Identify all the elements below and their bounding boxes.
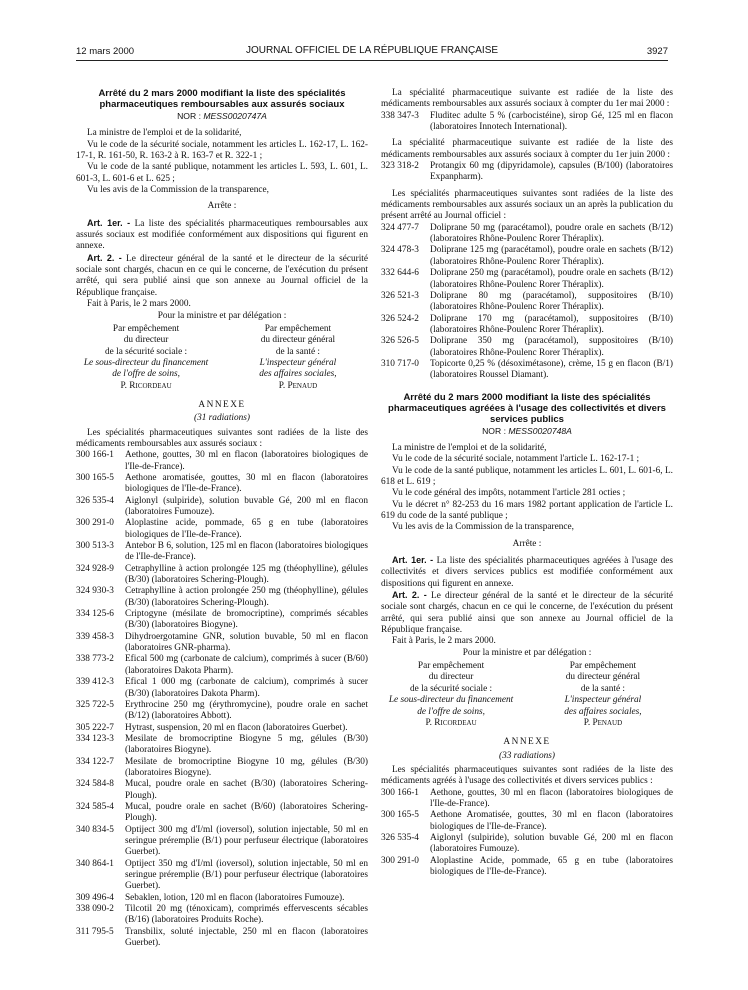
radiation-entry <box>76 677 368 700</box>
product-description: Sebaklen, lotion, 120 ml en flacon (laboratoires Fumouze). <box>125 892 345 903</box>
radiation-entry <box>76 541 368 564</box>
cip-code: 332 644-6 <box>381 268 419 279</box>
radiation-entry <box>381 111 673 134</box>
signature-line: L'inspecteur général <box>259 357 337 368</box>
radiation-entry <box>76 564 368 587</box>
radiation-entry <box>76 927 368 950</box>
article-2 <box>381 590 673 636</box>
radiation-entry <box>381 788 673 811</box>
nor-label: NOR : <box>482 425 506 436</box>
radiation-entry <box>76 893 368 904</box>
arrete-heading: Arrête : <box>207 201 237 212</box>
signature-line: Par empêchement <box>417 661 485 672</box>
article-1-text: La liste des spécialités pharmaceutiques remboursables aux assurés sociaux est modifiée conformément aux dispositions qui figurent en annexe. <box>76 218 369 252</box>
cip-code: 326 535-4 <box>381 832 419 843</box>
radiation-list <box>381 788 673 879</box>
nor-reference <box>76 111 368 122</box>
preamble-line: Vu les avis de la Commission de la transparence, <box>87 185 269 196</box>
radiation-entry <box>76 496 368 519</box>
article-1 <box>76 218 368 253</box>
article-1-label: Art. 1er. - <box>87 217 131 228</box>
signature-line: L'inspecteur général <box>564 695 642 706</box>
product-description: Antebor B 6, solution, 125 ml en flacon (laboratoires biologiques de l'Ile-de-France). <box>125 541 368 563</box>
cip-code: 310 717-0 <box>381 358 419 369</box>
radiation-entry <box>381 833 673 856</box>
radiation-list <box>381 161 673 184</box>
product-description: Doliprane 80 mg (paracétamol), suppositoires (B/10) (laboratoires Rhône-Poulenc Rorer Théraplix). <box>430 290 673 313</box>
radiation-entry <box>76 904 368 927</box>
product-description: Transbilix, soluté injectable, 250 ml en flacon (laboratoires Guerbet). <box>125 926 368 949</box>
product-description: Fluditec adulte 5 % (carbocistéine), sirop Gé, 125 ml en flacon (laboratoires Innotech International). <box>430 110 673 133</box>
section-intro: La spécialité pharmaceutique suivante est radiée de la liste des médicaments remboursables aux assurés sociaux à compter du 1er mai 2000 : <box>381 88 673 110</box>
radiation-entry <box>76 802 368 825</box>
product-description: Criptogyne (mésilate de bromocriptine), comprimés sécables (B/30) (laboratoires Biogyne). <box>125 609 368 631</box>
preamble-line: La ministre de l'emploi et de la solidarité, <box>392 442 547 453</box>
cip-code: 324 584-8 <box>76 779 114 790</box>
article-1-text: La liste des spécialités pharmaceutiques agréées à l'usage des collectivités et divers services publics est modifiée conformément aux dispositions qui figurent en annexe. <box>381 556 673 589</box>
signature-line: de la sécurité sociale : <box>410 683 493 694</box>
header-date: 12 mars 2000 <box>76 46 135 57</box>
article-2-text: Le directeur général de la santé et le directeur de la sécurité sociale sont chargés, chacun en ce qui le concerne, de l'exécution du présent arrêté, qui sera publié ainsi que son annexe au Journal officiel de la République française. <box>76 253 368 298</box>
product-description: Mesilate de bromocriptine Biogyne 5 mg, gélules (B/30) (laboratoires Biogyne). <box>125 733 368 756</box>
cip-code: 324 930-3 <box>76 586 114 597</box>
product-description: Efical 1 000 mg (carbonate de calcium), comprimés à sucer (B/30) (laboratoires Dakota Pharm). <box>125 677 368 699</box>
signatory-name: P. Ricordeau <box>425 717 477 728</box>
preamble-line: Vu le code de la santé publique, notamment les articles L. 593, L. 601, L. 601-3, L. 601-6 et L. 625 ; <box>76 162 368 184</box>
cip-code: 326 535-4 <box>76 495 114 506</box>
annexe-heading: ANNEXE <box>503 737 551 748</box>
cip-code: 323 318-2 <box>381 161 419 172</box>
radiation-entry <box>76 825 368 859</box>
cip-code: 339 458-3 <box>76 631 114 642</box>
signature-line: Le sous-directeur du financement <box>83 357 209 368</box>
section-intro: Les spécialités pharmaceutiques suivantes sont radiées de la liste des médicaments remboursables aux assurés sociaux un an après la publication du présent arrêté au Journal officiel : <box>381 188 673 222</box>
radiation-entry <box>76 609 368 632</box>
page-header <box>76 40 668 61</box>
signature-block <box>76 324 368 392</box>
signature-line: des affaires sociales, <box>259 369 337 380</box>
radiation-entry <box>76 700 368 723</box>
product-description: Doliprane 50 mg (paracétamol), poudre orale en sachets (B/12) (laboratoires Rhône-Poulenc Rorer Théraplix). <box>430 222 673 245</box>
article-2 <box>76 253 368 299</box>
radiation-entry <box>381 268 673 291</box>
cip-code: 340 864-1 <box>76 858 114 869</box>
preamble-line: Vu les avis de la Commission de la transparence, <box>392 522 574 533</box>
product-description: Aiglonyl (sulpiride), solution buvable Gé, 200 ml en flacon (laboratoires Fumouze). <box>430 832 673 855</box>
nor-code: MESS0020748A <box>508 425 572 436</box>
product-description: Efical 500 mg (carbonate de calcium), comprimés à sucer (B/60) (laboratoires Dakota Pharm). <box>125 654 368 676</box>
signature-line: de la sécurité sociale : <box>105 346 188 357</box>
product-description: Mucal, poudre orale en sachet (B/30) (laboratoires Schering-Plough). <box>125 779 368 801</box>
signatory-name: P. Penaud <box>278 380 318 391</box>
fait-a-paris: Fait à Paris, le 2 mars 2000. <box>392 636 496 647</box>
signature-line: de la santé : <box>580 683 625 694</box>
preamble-line: Vu le code de la sécurité sociale, notamment les articles L. 162-17, L. 162-17-1, R. 161-50, R. 163-2 à R. 163-7 et R. 322-1 ; <box>76 139 368 162</box>
preamble-line: Vu le code de la santé publique, notamment les articles L. 601, L. 601-6, L. 618 et L. 619 ; <box>381 465 673 487</box>
signature-left <box>76 324 216 392</box>
annexe-intro: Les spécialités pharmaceutiques suivantes sont radiées de la liste des médicaments agréés à l'usage des collectivités et divers services publics : <box>381 764 673 787</box>
preamble-line: Vu le décret n° 82-253 du 16 mars 1982 portant application de l'article L. 619 du code de la santé publique ; <box>381 499 673 521</box>
radiation-entry <box>381 810 673 833</box>
product-description: Aloplastine Acide, pommade, 65 g en tube (laboratoires biologiques de l'Ile-de-France). <box>430 855 673 877</box>
signature-block <box>381 661 673 729</box>
preamble <box>76 128 368 196</box>
radiations-count: (31 radiations) <box>193 413 251 424</box>
product-description: Cetraphylline à action prolongée 125 mg (théophylline), gélules (B/30) (laboratoires Schering-Plough). <box>125 563 368 586</box>
decree-title: Arrêté du 2 mars 2000 modifiant la liste des spécialités pharmaceutiques agréées à l'usage des collectivités et divers services publics <box>388 391 666 425</box>
radiation-entry <box>76 586 368 609</box>
cip-code: 338 090-2 <box>76 904 114 915</box>
radiation-entry <box>381 314 673 337</box>
product-description: Erythrocine 250 mg (érythromycine), poudre orale en sachet (B/12) (laboratoires Abbott). <box>125 699 368 722</box>
radiation-entry <box>76 473 368 496</box>
radiation-entry <box>381 161 673 184</box>
product-description: Hytrast, suspension, 20 ml en flacon (laboratoires Guerbet). <box>125 722 348 733</box>
radiations-count: (33 radiations) <box>498 750 556 761</box>
radiation-entry <box>76 654 368 677</box>
signature-line: Par empêchement <box>112 323 180 334</box>
signature-left <box>381 661 521 729</box>
signature-line: des affaires sociales, <box>564 706 642 717</box>
signature-line: du directeur <box>428 672 474 683</box>
radiation-entry <box>381 291 673 314</box>
signature-line: de l'offre de soins, <box>417 706 485 717</box>
page-number: 3927 <box>646 46 668 57</box>
nor-label: NOR : <box>177 111 201 121</box>
preamble-line: Vu le code de la sécurité sociale, notamment l'article L. 162-17-1 ; <box>392 454 640 465</box>
cip-code: 326 524-2 <box>381 313 419 324</box>
product-description: Dihydroergotamine GNR, solution buvable, 50 ml en flacon (laboratoires GNR-pharma). <box>125 631 368 654</box>
signatory-name: P. Penaud <box>583 717 623 728</box>
signature-line: du directeur général <box>260 335 336 346</box>
cip-code: 339 412-3 <box>76 677 114 688</box>
cip-code: 324 585-4 <box>76 801 114 812</box>
cip-code: 324 928-9 <box>76 563 114 574</box>
product-description: Tilcotil 20 mg (ténoxicam), comprimés effervescents sécables (B/16) (laboratoires Produits Roche). <box>125 904 368 926</box>
signature-line: Par empêchement <box>569 661 637 672</box>
product-description: Aethone Aromatisée, gouttes, 30 ml en flacon (laboratoires biologiques de l'Ile-de-France). <box>430 810 673 832</box>
cip-code: 300 165-5 <box>381 810 419 821</box>
radiation-list <box>381 223 673 382</box>
journal-title: JOURNAL OFFICIEL DE LA RÉPUBLIQUE FRANÇAISE <box>245 45 499 56</box>
product-description: Cetraphylline à action prolongée 250 mg (théophylline), gélules (B/30) (laboratoires Schering-Plough). <box>125 586 368 608</box>
product-description: Optiject 350 mg d'I/ml (ioversol), solution injectable, 50 ml en seringue préremplie (B/1) pour perfuseur électrique (laboratoires Guerbet). <box>125 858 368 892</box>
cip-code: 334 125-6 <box>76 609 114 620</box>
cip-code: 338 347-3 <box>381 110 419 121</box>
signatory-name: P. Ricordeau <box>120 380 172 391</box>
signature-line: Par empêchement <box>264 323 332 334</box>
product-description: Aiglonyl (sulpiride), solution buvable Gé, 200 ml en flacon (laboratoires Fumouze). <box>125 495 368 517</box>
product-description: Mesilate de bromocriptine Biogyne 10 mg, gélules (B/30) (laboratoires Biogyne). <box>125 756 368 778</box>
cip-code: 334 122-7 <box>76 756 114 767</box>
radiation-entry <box>76 859 368 893</box>
pour-la-ministre: Pour la ministre et par délégation : <box>462 647 592 658</box>
signature-line: du directeur <box>123 335 169 346</box>
cip-code: 309 496-4 <box>76 892 114 903</box>
radiation-entry <box>76 632 368 655</box>
cip-code: 300 513-3 <box>76 541 114 552</box>
preamble-line: Vu le code général des impôts, notamment l'article 281 octies ; <box>392 488 626 499</box>
cip-code: 326 526-5 <box>381 336 419 347</box>
radiation-entry <box>381 359 673 382</box>
cip-code: 338 773-2 <box>76 654 114 665</box>
article-1-label: Art. 1er. - <box>392 555 434 566</box>
annexe-heading: ANNEXE <box>198 399 246 410</box>
left-column <box>76 88 368 949</box>
product-description: Topicorte 0,25 % (désoximétasone), crème, 15 g en flacon (B/1) (laboratoires Roussel Diamant). <box>430 358 673 381</box>
radiation-entry <box>76 779 368 802</box>
product-description: Aethone aromatisée, gouttes, 30 ml en flacon (laboratoires biologiques de l'Ile-de-France). <box>125 472 368 495</box>
section-intro: La spécialité pharmaceutique suivante est radiée de la liste des médicaments remboursables aux assurés sociaux à compter du 1er juin 2000 : <box>381 138 673 160</box>
article-2-label: Art. 2. - <box>87 252 122 263</box>
product-description: Doliprane 125 mg (paracétamol), poudre orale en sachets (B/12) (laboratoires Rhône-Poulenc Rorer Théraplix). <box>430 245 673 267</box>
nor-reference <box>381 426 673 437</box>
product-description: Mucal, poudre orale en sachet (B/60) (laboratoires Schering-Plough). <box>125 801 368 824</box>
signature-line: Le sous-directeur du financement <box>388 695 514 706</box>
radiation-list <box>381 111 673 134</box>
cip-code: 300 291-0 <box>381 855 419 866</box>
radiation-list <box>76 450 368 949</box>
cip-code: 325 722-5 <box>76 699 114 710</box>
radiation-entry <box>381 245 673 268</box>
radiation-entry <box>76 734 368 757</box>
cip-code: 300 291-0 <box>76 518 114 529</box>
radiation-entry <box>76 757 368 780</box>
product-description: Aethone, gouttes, 30 ml en flacon (laboratoires biologiques de l'Ile-de-France). <box>125 450 368 472</box>
cip-code: 300 166-1 <box>76 450 114 461</box>
pour-la-ministre: Pour la ministre et par délégation : <box>157 310 287 321</box>
cip-code: 311 795-5 <box>76 926 114 937</box>
decree-title: Arrêté du 2 mars 2000 modifiant la liste des spécialités pharmaceutiques remboursables aux assurés sociaux <box>98 88 346 110</box>
nor-code: MESS0020747A <box>203 111 267 121</box>
product-description: Doliprane 170 mg (paracétamol), suppositoires (B/10) (laboratoires Rhône-Poulenc Rorer Théraplix). <box>430 313 673 335</box>
cip-code: 305 222-7 <box>76 722 114 733</box>
arrete-heading: Arrête : <box>512 538 542 549</box>
radiation-entry <box>76 723 368 734</box>
annexe-intro: Les spécialités pharmaceutiques suivantes sont radiées de la liste des médicaments remboursables aux assurés sociaux : <box>76 427 368 449</box>
signature-right <box>228 324 368 392</box>
product-description: Doliprane 350 mg (paracétamol), suppositoires (B/10) (laboratoires Rhône-Poulenc Rorer Théraplix). <box>430 336 673 358</box>
product-description: Aethone, gouttes, 30 ml en flacon (laboratoires biologiques de l'Ile-de-France). <box>430 787 673 809</box>
article-1 <box>381 555 673 590</box>
right-column <box>381 88 673 878</box>
article-2-text: Le directeur général de la santé et le directeur de la sécurité sociale sont chargés, chacun en ce qui le concerne, de l'exécution du présent arrêté, qui sera publié ainsi que son annexe au Journal officiel de la République française. <box>381 591 673 636</box>
fait-a-paris: Fait à Paris, le 2 mars 2000. <box>87 299 191 310</box>
signature-line: de la santé : <box>275 346 320 357</box>
product-description: Optiject 300 mg d'I/ml (ioversol), solution injectable, 50 ml en seringue préremplie (B/1) pour perfuseur électrique (laboratoires Guerbet). <box>125 824 368 858</box>
cip-code: 340 834-5 <box>76 824 114 835</box>
signature-line: de l'offre de soins, <box>112 369 180 380</box>
cip-code: 326 521-3 <box>381 290 419 301</box>
signature-line: du directeur général <box>565 672 641 683</box>
radiation-entry <box>381 223 673 246</box>
article-2-label: Art. 2. - <box>392 590 427 601</box>
product-description: Aloplastine acide, pommade, 65 g en tube (laboratoires biologiques de l'Ile-de-France). <box>125 518 368 540</box>
cip-code: 300 166-1 <box>381 787 419 798</box>
cip-code: 324 478-3 <box>381 245 419 256</box>
preamble-line: La ministre de l'emploi et de la solidarité, <box>87 128 242 139</box>
radiation-entry <box>381 856 673 879</box>
product-description: Doliprane 250 mg (paracétamol), poudre orale en sachets (B/12) (laboratoires Rhône-Poulenc Rorer Théraplix). <box>430 268 673 290</box>
radiation-entry <box>76 518 368 541</box>
signature-right <box>533 661 673 729</box>
radiation-entry <box>381 336 673 359</box>
radiation-entry <box>76 450 368 473</box>
preamble <box>381 443 673 534</box>
cip-code: 300 165-5 <box>76 472 114 483</box>
cip-code: 324 477-7 <box>381 222 419 233</box>
cip-code: 334 123-3 <box>76 733 114 744</box>
product-description: Protangix 60 mg (dipyridamole), capsules (B/100) (laboratoires Expanpharm). <box>430 161 673 183</box>
